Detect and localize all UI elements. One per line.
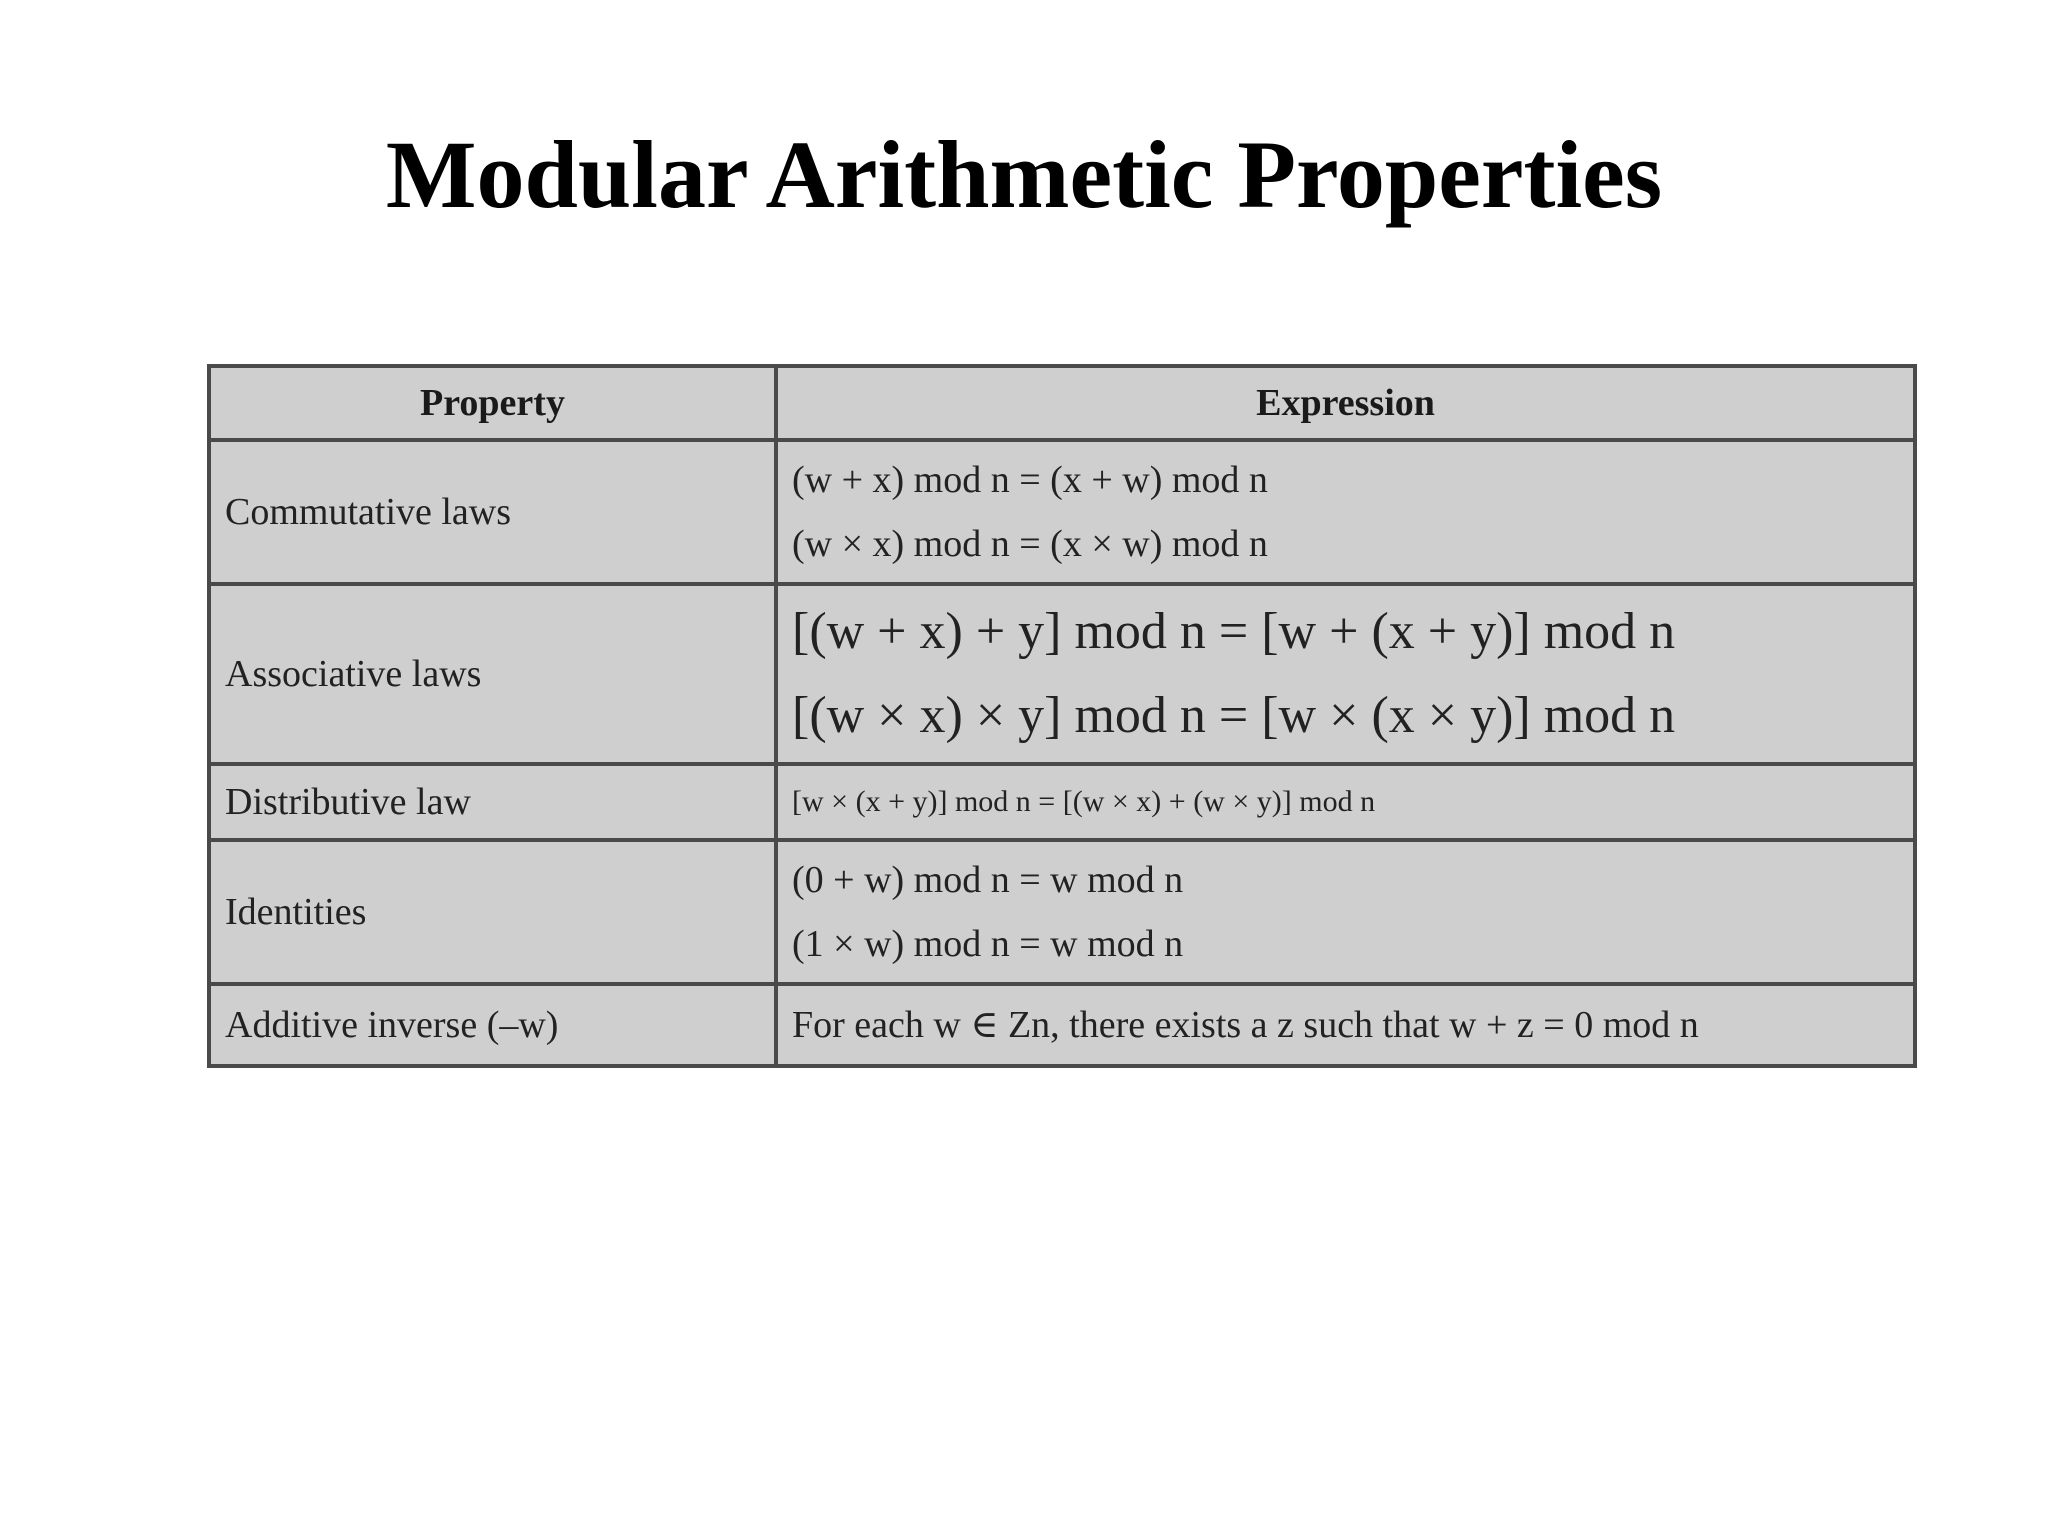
expression-line: [(w × x) × y] mod n = [w × (x × y)] mod n [792, 687, 1676, 744]
expression-line: [w × (x + y)] mod n = [(w × x) + (w × y)] mod n [792, 785, 1376, 818]
table-row [209, 764, 1915, 840]
slide-title: Modular Arithmetic Properties [385, 121, 1663, 228]
property-name: Commutative laws [209, 440, 776, 584]
expression-line: (1 × w) mod n = w mod n [792, 923, 1184, 965]
expression-cell [776, 840, 1915, 984]
expression-cell [776, 440, 1915, 584]
expression-line: (0 + w) mod n = w mod n [792, 859, 1184, 901]
expression-line: (w + x) mod n = (x + w) mod n [792, 459, 1268, 501]
table-row [209, 440, 1915, 584]
expression-cell [776, 764, 1915, 840]
expression-line: [(w + x) + y] mod n = [w + (x + y)] mod n [792, 603, 1676, 660]
expression-line: For each w ∈ Zn, there exists a z such that w + z = 0 mod n [792, 1004, 1699, 1046]
property-name: Additive inverse (–w) [209, 984, 776, 1066]
table-row [209, 584, 1915, 764]
property-name: Associative laws [209, 584, 776, 764]
header-expression: Expression [776, 366, 1915, 440]
property-name: Distributive law [209, 764, 776, 840]
expression-cell [776, 984, 1915, 1066]
table-row [209, 984, 1915, 1066]
property-name: Identities [209, 840, 776, 984]
table-header-row [209, 366, 1915, 440]
expression-cell [776, 584, 1915, 764]
table-row [209, 840, 1915, 984]
expression-line: (w × x) mod n = (x × w) mod n [792, 523, 1268, 565]
properties-table [207, 364, 1917, 1068]
header-property: Property [209, 366, 776, 440]
